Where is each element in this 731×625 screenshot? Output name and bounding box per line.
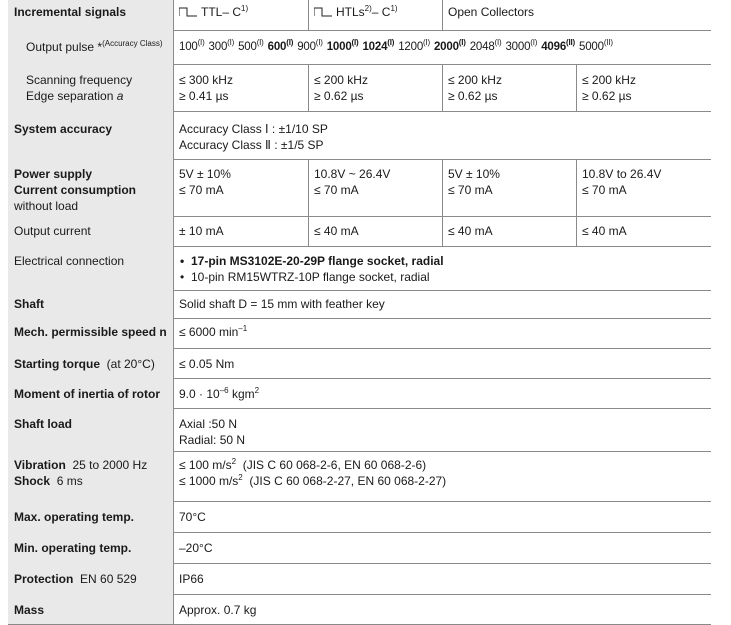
label-speed: Mech. permissible speed n [8, 318, 174, 348]
label-current-consumption: Current consumption [14, 183, 136, 197]
value-mass: Approx. 0.7 kg [179, 603, 257, 617]
header-htls-sup: 2) [364, 4, 372, 13]
vibration-sup: 2 [231, 457, 237, 466]
row-system-accuracy [8, 111, 711, 160]
label-moment-of-inertia: Moment of inertia of rotor [8, 378, 174, 408]
label-starting-torque [8, 348, 174, 378]
row-speed [8, 318, 711, 349]
pulse-value [208, 38, 235, 53]
header-ttl [174, 0, 308, 30]
pulse-accuracy-class: (I) [494, 38, 502, 48]
accuracy-class-2: Accuracy Class Ⅱ : ±1/5 SP [179, 138, 324, 152]
torque-label-note: (at 20°C) [106, 357, 155, 371]
pulse-value [579, 38, 613, 53]
edge-sep-4: ≥ 0.62 µs [582, 89, 632, 103]
value-moment-of-inertia [174, 378, 711, 408]
pulse-value [238, 38, 264, 53]
label-power-supply [8, 159, 174, 216]
pulse-value [362, 38, 395, 53]
header-ttl-text: TTL– C [201, 5, 242, 19]
inertia-sup-1: –6 [219, 386, 229, 395]
inertia-text-1: 9.0 · 10 [179, 387, 220, 401]
row-min-temp [8, 532, 711, 564]
row-output-pulse [8, 30, 711, 65]
row-output-current [8, 216, 711, 247]
vibration-note: 25 to 2000 Hz [72, 458, 148, 472]
label-incremental-signals: Incremental signals [8, 0, 174, 30]
pulse-count: 2048 [469, 41, 495, 53]
edge-sep-2: ≥ 0.62 µs [314, 89, 364, 103]
pulse-count: 4096 [541, 41, 567, 53]
power-supply-4: 10.8V to 26.4V [582, 167, 662, 181]
output-pulse-label-sup: (Accuracy Class) [102, 39, 163, 48]
scan-freq-3: ≤ 200 kHz [448, 73, 502, 87]
value-shaft-load [174, 408, 711, 451]
row-shaft-load [8, 408, 711, 452]
pulse-accuracy-class: (II) [603, 38, 613, 48]
pulse-count: 3000 [505, 41, 531, 53]
row-scanning [8, 64, 711, 112]
inertia-text-2: kgm [228, 387, 255, 401]
square-wave-icon [314, 7, 332, 17]
value-max-temp: 70°C [179, 510, 206, 524]
vibration-standard: (JIS C 60 068-2-6, EN 60 068-2-6) [236, 458, 427, 472]
value-starting-torque: ≤ 0.05 Nm [179, 357, 235, 371]
current-1: ≤ 70 mA [179, 183, 224, 197]
pulse-value [398, 38, 430, 53]
output-current-3: ≤ 40 mA [442, 216, 576, 246]
scan-freq-2: ≤ 200 kHz [314, 73, 368, 87]
edge-separation-var: a [116, 89, 124, 103]
label-shaft-load: Shaft load [8, 408, 174, 451]
label-vibration-shock [8, 451, 174, 501]
pulse-count: 600 [267, 41, 287, 53]
row-electrical-connection [8, 246, 711, 291]
power-supply-1: 5V ± 10% [179, 167, 231, 181]
scanning-col-1 [174, 64, 308, 111]
pulse-value [505, 38, 538, 53]
label-power-supply-text: Power supply [14, 167, 93, 181]
power-col-1 [174, 159, 308, 216]
shock-standard: (JIS C 60 068-2-27, EN 60 068-2-27) [242, 474, 447, 488]
speed-sup: –1 [238, 324, 248, 333]
connector-10pin: • 10-pin RM15WTRZ-10P flange socket, radial [179, 269, 706, 285]
pulse-accuracy-class: (II) [566, 38, 576, 48]
pulse-count: 900 [297, 41, 316, 53]
speed-text: ≤ 6000 min [179, 325, 239, 339]
shaft-load-axial: Axial :50 N [179, 417, 238, 431]
output-current-4: ≤ 40 mA [576, 216, 711, 246]
label-protection [8, 563, 174, 594]
label-without-load: without load [14, 199, 79, 213]
row-vibration-shock [8, 451, 711, 502]
power-col-4 [576, 159, 711, 216]
pulse-value [469, 38, 502, 53]
pulse-accuracy-class: (I) [387, 38, 395, 48]
label-min-temp: Min. operating temp. [8, 532, 174, 563]
accuracy-class-1: Accuracy Class Ⅰ : ±1/10 SP [179, 122, 328, 136]
pulse-count: 1024 [362, 41, 388, 53]
pulse-count: 1200 [398, 41, 424, 53]
pulse-count: 500 [238, 41, 257, 53]
header-htls-text2: – C [371, 5, 391, 19]
scanning-col-4 [576, 64, 711, 111]
pulse-value [297, 38, 323, 53]
pulse-accuracy-class: (I) [197, 38, 205, 48]
pulse-count: 1000 [326, 41, 352, 53]
square-wave-icon [179, 7, 197, 17]
label-mass: Mass [8, 594, 174, 624]
edge-sep-3: ≥ 0.62 µs [448, 89, 498, 103]
label-scanning [8, 64, 174, 111]
pulse-accuracy-class: (I) [286, 38, 294, 48]
current-2: ≤ 70 mA [314, 183, 359, 197]
edge-sep-1: ≥ 0.41 µs [179, 89, 229, 103]
row-incremental-signals [8, 0, 711, 31]
pulse-value [541, 38, 576, 53]
protection-label-text: Protection [14, 572, 74, 586]
header-htls [308, 0, 442, 30]
current-4: ≤ 70 mA [582, 183, 627, 197]
value-vibration-shock [174, 451, 711, 501]
protection-label-note: EN 60 529 [80, 572, 137, 586]
header-ttl-sup: 1) [241, 4, 249, 13]
pulse-value [267, 38, 294, 53]
output-pulse-values [174, 30, 711, 64]
connector-17pin: • 17-pin MS3102E-20-29P flange socket, radial [179, 253, 706, 269]
value-electrical-connection [174, 246, 711, 290]
row-max-temp [8, 501, 711, 533]
shock-value: ≤ 1000 m/s [179, 474, 239, 488]
pulse-value [179, 38, 205, 53]
scan-freq-1: ≤ 300 kHz [179, 73, 233, 87]
pulse-accuracy-class: (I) [315, 38, 323, 48]
label-edge-separation [26, 88, 167, 104]
label-scanning-frequency: Scanning frequency [26, 73, 133, 87]
value-system-accuracy [174, 111, 711, 159]
scan-freq-4: ≤ 200 kHz [582, 73, 636, 87]
edge-separation-text: Edge separation [26, 89, 114, 103]
label-system-accuracy: System accuracy [8, 111, 174, 159]
pulse-accuracy-class: (I) [351, 38, 359, 48]
value-speed [174, 318, 711, 348]
label-output-pulse [8, 30, 174, 64]
vibration-label: Vibration [14, 458, 66, 472]
pulse-accuracy-class: (I) [256, 38, 264, 48]
row-protection [8, 563, 711, 595]
output-current-1: ± 10 mA [179, 224, 224, 238]
output-pulse-label-text: Output pulse * [26, 40, 103, 54]
vibration-value: ≤ 100 m/s [179, 458, 232, 472]
header-htls-sup2: 1) [390, 4, 398, 13]
label-electrical-connection: Electrical connection [8, 246, 174, 290]
shock-label: Shock [14, 474, 51, 488]
row-shaft [8, 290, 711, 319]
inertia-sup-2: 2 [254, 386, 260, 395]
pulse-count: 2000 [433, 41, 459, 53]
label-max-temp: Max. operating temp. [8, 501, 174, 532]
pulse-accuracy-class: (I) [423, 38, 430, 48]
header-open-collectors: Open Collectors [442, 0, 711, 30]
label-output-current: Output current [8, 216, 174, 246]
shock-sup: 2 [238, 473, 243, 482]
current-3: ≤ 70 mA [448, 183, 493, 197]
row-moment-of-inertia [8, 378, 711, 409]
pulse-count: 300 [208, 41, 228, 53]
pulse-accuracy-class: (I) [227, 38, 235, 48]
pulse-accuracy-class: (I) [458, 38, 466, 48]
row-starting-torque [8, 348, 711, 379]
pulse-accuracy-class: (I) [530, 38, 538, 48]
torque-label-text: Starting torque [14, 357, 100, 371]
pulse-value [433, 38, 466, 53]
pulse-count: 5000 [579, 41, 604, 53]
pulse-value [326, 38, 359, 53]
output-current-2: ≤ 40 mA [308, 216, 442, 246]
shaft-load-radial: Radial: 50 N [179, 433, 246, 447]
power-supply-3: 5V ± 10% [448, 167, 500, 181]
power-supply-2: 10.8V ~ 26.4V [314, 167, 391, 181]
row-power-supply [8, 159, 711, 217]
pulse-count: 100 [179, 41, 198, 53]
row-mass [8, 594, 711, 625]
value-protection: IP66 [179, 572, 204, 586]
shock-note: 6 ms [56, 474, 83, 488]
power-col-3 [442, 159, 576, 216]
value-shaft: Solid shaft D = 15 mm with feather key [179, 297, 385, 311]
value-min-temp: –20°C [179, 541, 213, 555]
label-shaft: Shaft [8, 290, 174, 318]
header-htls-text: HTLs [336, 5, 365, 19]
spec-table [8, 0, 711, 625]
scanning-col-3 [442, 64, 576, 111]
power-col-2 [308, 159, 442, 216]
scanning-col-2 [308, 64, 442, 111]
